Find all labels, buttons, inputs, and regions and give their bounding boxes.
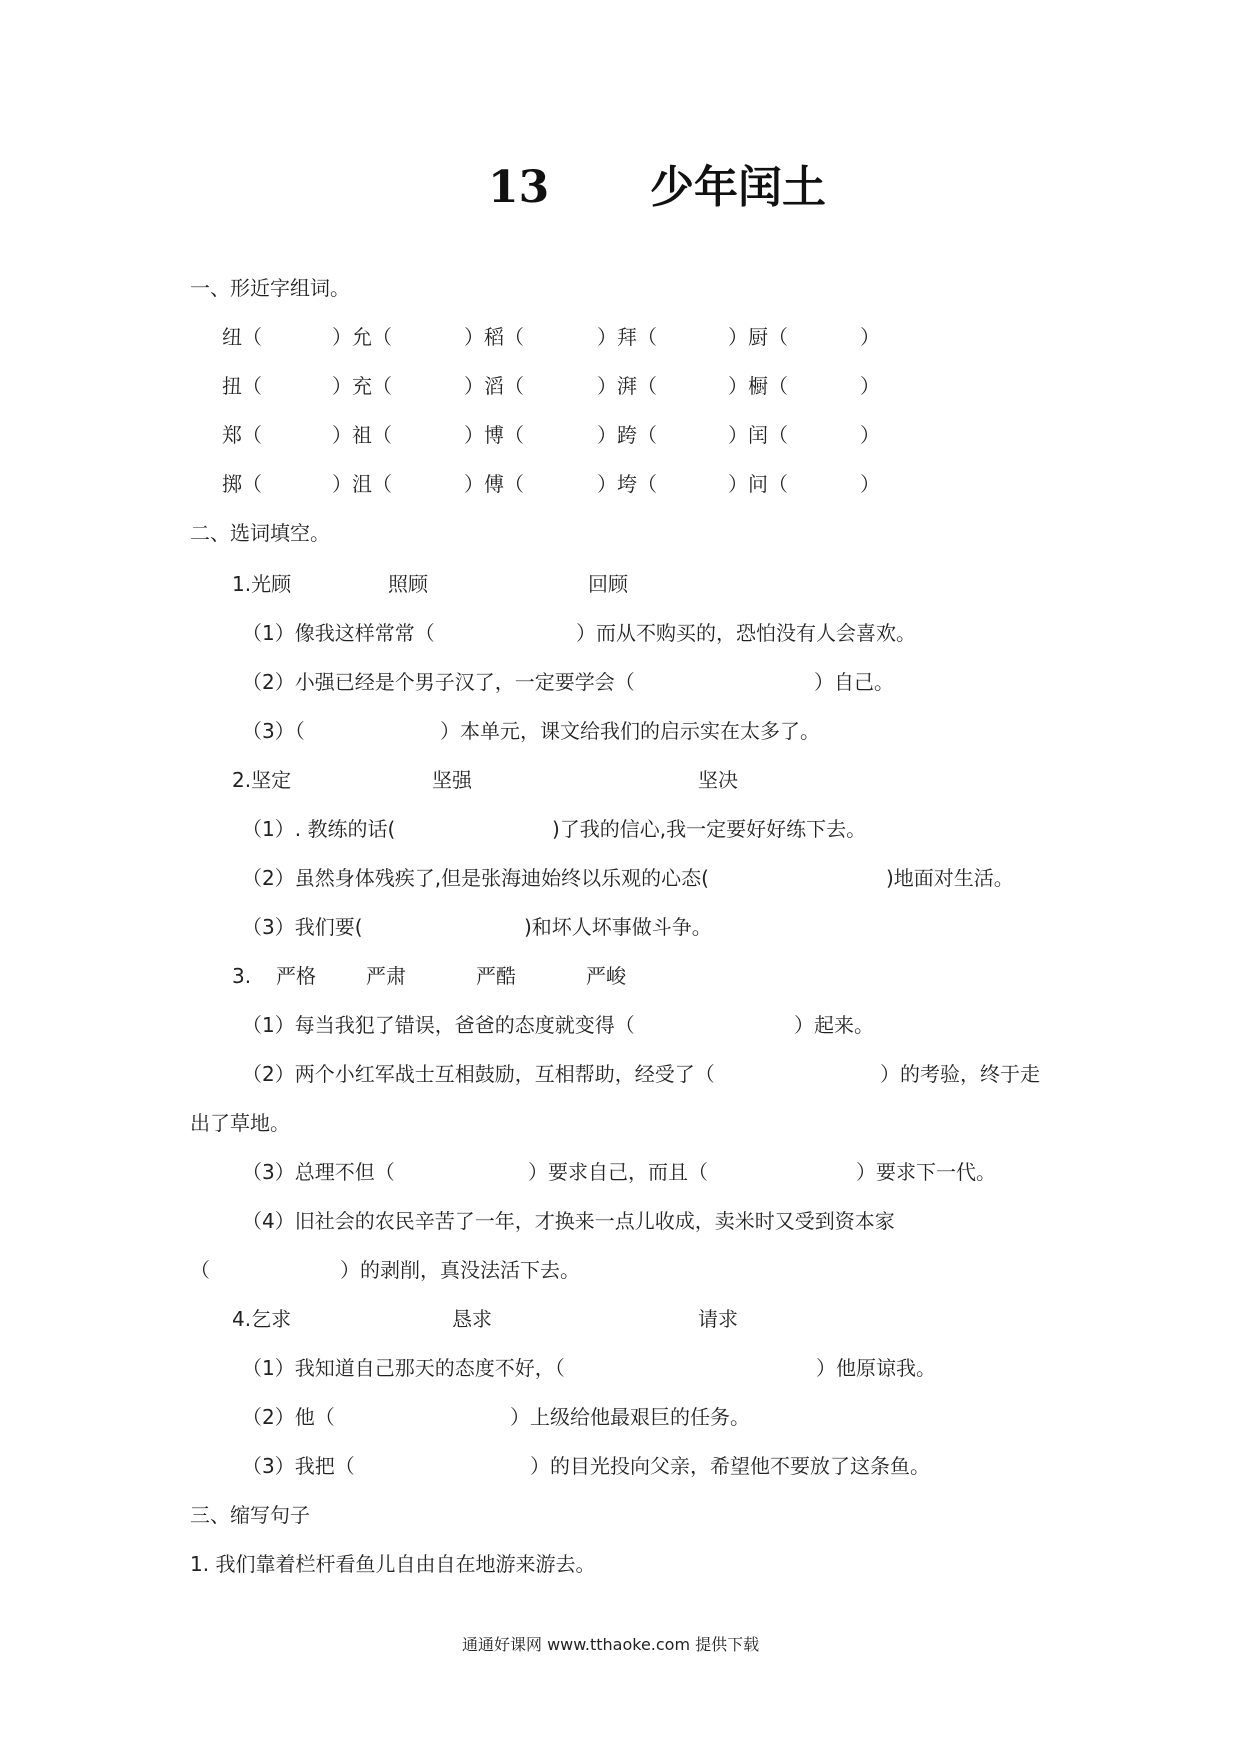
word-choice: 严酷: [476, 964, 516, 988]
question-text: ）的目光投向父亲，希望他不要放了这条鱼。: [530, 1454, 930, 1478]
char-cell: 纽（: [222, 325, 262, 349]
question-text: )和坏人坏事做斗争。: [524, 915, 712, 939]
char-cell: 扭（: [222, 374, 262, 398]
char-cell: ）: [860, 472, 880, 496]
char-cell: ）充（: [332, 374, 392, 398]
question-text: ）的考验，终于走: [880, 1062, 1040, 1086]
word-choice: 恳求: [452, 1307, 492, 1331]
char-cell: 郑（: [222, 423, 262, 447]
question-text: ）上级给他最艰巨的任务。: [510, 1405, 750, 1429]
question-text: ）要求自己，而且（: [528, 1160, 708, 1184]
char-cell: ）橱（: [728, 374, 788, 398]
question-text: （3）（: [242, 719, 305, 743]
section-heading-1: 一、形近字组词。: [190, 276, 350, 300]
question-text: 出了草地。: [190, 1111, 290, 1135]
char-cell: ）拜（: [597, 325, 657, 349]
question-text: （3）总理不但（: [242, 1160, 395, 1184]
char-cell: 掷（: [222, 472, 262, 496]
char-cell: ）滔（: [464, 374, 524, 398]
char-cell: ）允（: [332, 325, 392, 349]
question-text: 1. 我们靠着栏杆看鱼儿自由自在地游来游去。: [190, 1552, 596, 1576]
question-text: （1）我知道自己那天的态度不好，（: [242, 1356, 565, 1380]
question-text: （1）每当我犯了错误，爸爸的态度就变得（: [242, 1013, 635, 1037]
char-cell: ）: [860, 374, 880, 398]
word-choice: 2.坚定: [232, 768, 292, 792]
word-choice: 坚强: [432, 768, 472, 792]
page-title: 少年闰土: [650, 162, 826, 213]
question-text: ）自己。: [814, 670, 894, 694]
question-text: ）他原谅我。: [816, 1356, 936, 1380]
word-choice: 照顾: [388, 572, 428, 596]
char-cell: ）博（: [464, 423, 524, 447]
word-choice: 回顾: [588, 572, 628, 596]
question-text: （4）旧社会的农民辛苦了一年，才换来一点儿收成，卖米时又受到资本家: [242, 1209, 895, 1233]
char-cell: ）湃（: [597, 374, 657, 398]
question-text: （1）. 教练的话(: [242, 817, 396, 841]
question-text: ）起来。: [794, 1013, 874, 1037]
question-text: （: [190, 1258, 210, 1282]
word-choice: 1.光顾: [232, 572, 292, 596]
question-text: （2）小强已经是个男子汉了，一定要学会（: [242, 670, 635, 694]
footer-text: 通通好课网 www.tthaoke.com 提供下载: [462, 1635, 760, 1654]
word-choice: 严峻: [586, 964, 626, 988]
question-text: ）的剥削，真没法活下去。: [340, 1258, 580, 1282]
char-cell: ）: [860, 325, 880, 349]
question-text: ）本单元，课文给我们的启示实在太多了。: [440, 719, 820, 743]
question-text: ）要求下一代。: [856, 1160, 996, 1184]
char-cell: ）问（: [728, 472, 788, 496]
section-heading-2: 二、选词填空。: [190, 521, 330, 545]
word-choice: 严肃: [366, 964, 406, 988]
char-cell: ）沮（: [332, 472, 392, 496]
char-cell: ）闰（: [728, 423, 788, 447]
question-text: （1）像我这样常常（: [242, 621, 435, 645]
char-cell: ）: [860, 423, 880, 447]
question-text: （2）他（: [242, 1405, 335, 1429]
word-choice: 请求: [698, 1307, 738, 1331]
lesson-number: 13: [488, 162, 550, 213]
word-choice: 3.: [232, 964, 252, 988]
question-text: )地面对生活。: [886, 866, 1014, 890]
word-choice: 4.乞求: [232, 1307, 292, 1331]
question-text: （2）两个小红军战士互相鼓励，互相帮助，经受了（: [242, 1062, 715, 1086]
char-cell: ）厨（: [728, 325, 788, 349]
word-choice: 坚决: [698, 768, 738, 792]
word-choice: 严格: [276, 964, 316, 988]
char-cell: ）稻（: [464, 325, 524, 349]
section-heading-3: 三、缩写句子: [190, 1503, 310, 1527]
question-text: （3）我们要(: [242, 915, 363, 939]
char-cell: ）祖（: [332, 423, 392, 447]
char-cell: ）跨（: [597, 423, 657, 447]
question-text: （3）我把（: [242, 1454, 355, 1478]
char-cell: ）垮（: [597, 472, 657, 496]
question-text: （2）虽然身体残疾了,但是张海迪始终以乐观的心态(: [242, 866, 709, 890]
question-text: )了我的信心,我一定要好好练下去。: [552, 817, 867, 841]
char-cell: ）傅（: [464, 472, 524, 496]
question-text: ）而从不购买的，恐怕没有人会喜欢。: [576, 621, 916, 645]
